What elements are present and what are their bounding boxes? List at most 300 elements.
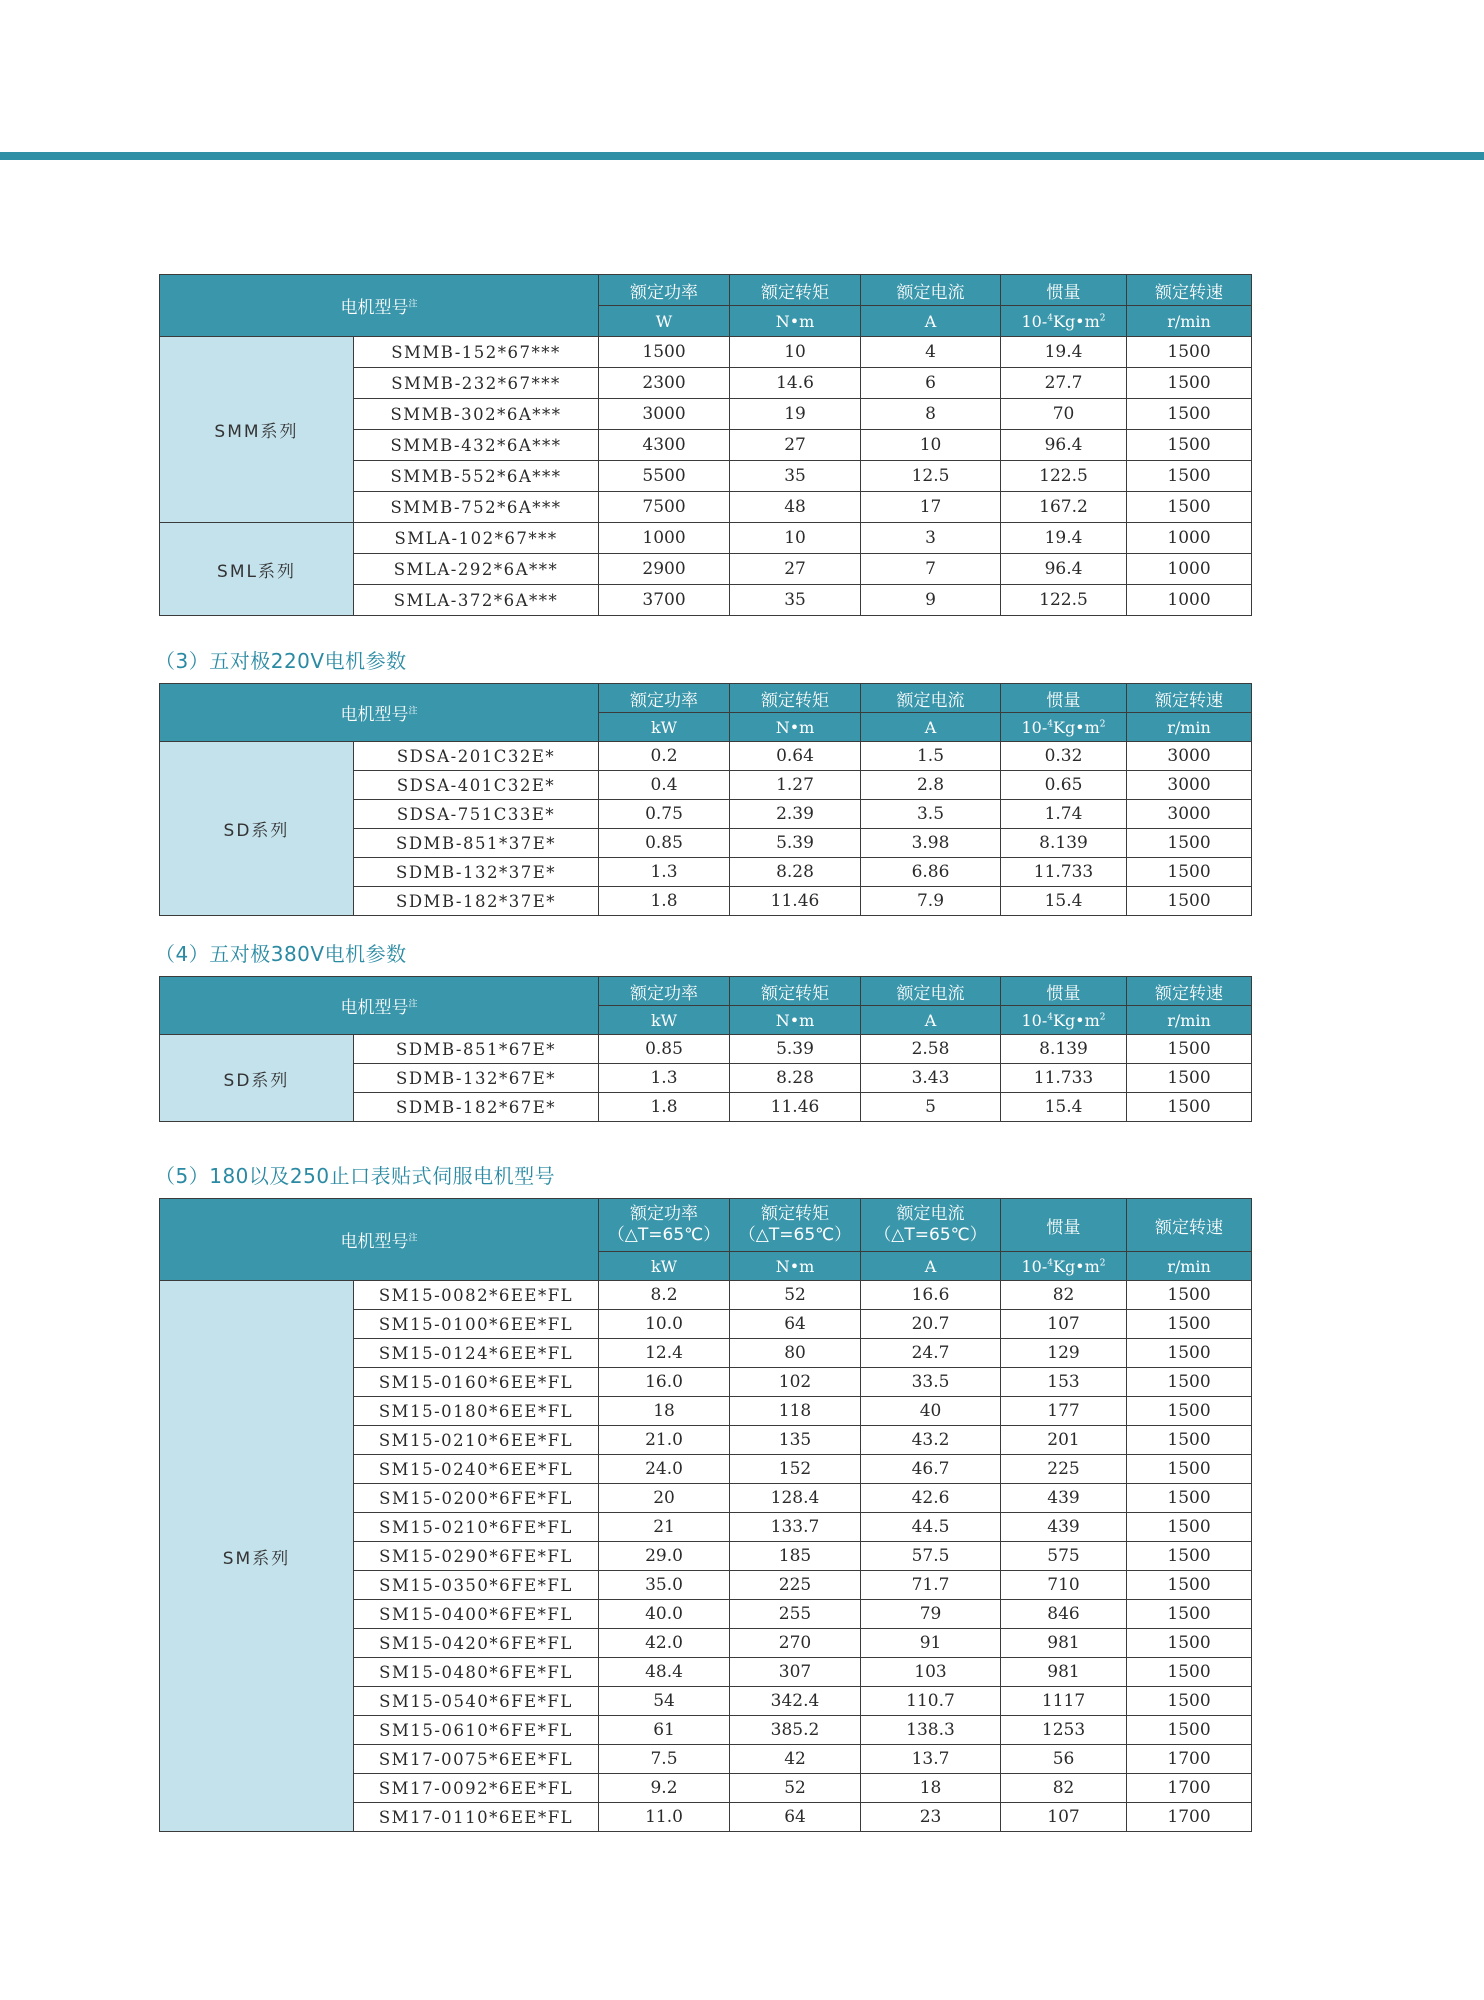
header-row — [160, 1199, 1252, 1252]
value-cell: 1.3 — [599, 1064, 730, 1093]
value-cell: 1500 — [1127, 1035, 1252, 1064]
table-row — [160, 1035, 1252, 1064]
section-title-4: （4）五对极380V电机参数 — [155, 942, 407, 966]
value-cell: 24.7 — [861, 1339, 1001, 1368]
value-cell: 15.4 — [1001, 887, 1127, 916]
value-cell: 1.8 — [599, 1093, 730, 1122]
column-header-2: 额定电流 （△T=65℃） — [861, 1199, 1001, 1252]
header-condition: （△T=65℃） — [738, 1225, 852, 1245]
value-cell: 1.27 — [730, 771, 861, 800]
column-header-4: 额定转速 — [1127, 684, 1252, 713]
value-cell: 1500 — [1127, 1484, 1252, 1513]
value-cell: 1000 — [599, 523, 730, 554]
value-cell: 64 — [730, 1310, 861, 1339]
value-cell: 1500 — [1127, 399, 1252, 430]
value-cell: 52 — [730, 1774, 861, 1803]
model-cell: SDMB-851*37E* — [354, 829, 599, 858]
model-cell: SMMB-152*67*** — [354, 337, 599, 368]
value-cell: 0.85 — [599, 1035, 730, 1064]
superscript: 4 — [1047, 313, 1053, 324]
value-cell: 11.0 — [599, 1803, 730, 1832]
unit-header-4: r/min — [1127, 1006, 1252, 1035]
value-cell: 35.0 — [599, 1571, 730, 1600]
value-cell: 7.5 — [599, 1745, 730, 1774]
superscript: 2 — [1099, 719, 1106, 730]
value-cell: 4 — [861, 337, 1001, 368]
value-cell: 1500 — [1127, 1658, 1252, 1687]
value-cell: 44.5 — [861, 1513, 1001, 1542]
value-cell: 0.65 — [1001, 771, 1127, 800]
value-cell: 2.8 — [861, 771, 1001, 800]
value-cell: 80 — [730, 1339, 861, 1368]
value-cell: 40 — [861, 1397, 1001, 1426]
value-cell: 107 — [1001, 1310, 1127, 1339]
column-header-0: 额定功率 — [599, 275, 730, 306]
value-cell: 1500 — [1127, 1513, 1252, 1542]
table-row — [160, 1281, 1252, 1310]
column-header-1: 额定转矩 — [730, 684, 861, 713]
model-cell: SM15-0540*6FE*FL — [354, 1687, 599, 1716]
model-cell: SMLA-372*6A*** — [354, 585, 599, 616]
value-cell: 19.4 — [1001, 523, 1127, 554]
value-cell: 0.4 — [599, 771, 730, 800]
model-cell: SM15-0210*6FE*FL — [354, 1513, 599, 1542]
value-cell: 11.46 — [730, 1093, 861, 1122]
unit-header-1: N•m — [730, 306, 861, 337]
value-cell: 57.5 — [861, 1542, 1001, 1571]
value-cell: 1500 — [1127, 1310, 1252, 1339]
model-cell: SM15-0350*6FE*FL — [354, 1571, 599, 1600]
model-cell: SMMB-552*6A*** — [354, 461, 599, 492]
value-cell: 56 — [1001, 1745, 1127, 1774]
value-cell: 10 — [730, 337, 861, 368]
value-cell: 12.4 — [599, 1339, 730, 1368]
value-cell: 167.2 — [1001, 492, 1127, 523]
value-cell: 307 — [730, 1658, 861, 1687]
header-condition: （△T=65℃） — [607, 1225, 721, 1245]
value-cell: 3700 — [599, 585, 730, 616]
model-header: 电机型号$^注$ — [160, 977, 599, 1035]
value-cell: 79 — [861, 1600, 1001, 1629]
model-cell: SDMB-182*67E* — [354, 1093, 599, 1122]
value-cell: 16.0 — [599, 1368, 730, 1397]
model-cell: SMLA-102*67*** — [354, 523, 599, 554]
value-cell: 1500 — [1127, 1716, 1252, 1745]
value-cell: 82 — [1001, 1281, 1127, 1310]
value-cell: 103 — [861, 1658, 1001, 1687]
value-cell: 255 — [730, 1600, 861, 1629]
value-cell: 12.5 — [861, 461, 1001, 492]
model-cell: SM15-0610*6FE*FL — [354, 1716, 599, 1745]
model-cell: SDMB-851*67E* — [354, 1035, 599, 1064]
value-cell: 3.43 — [861, 1064, 1001, 1093]
value-cell: 1500 — [1127, 492, 1252, 523]
value-cell: 0.75 — [599, 800, 730, 829]
value-cell: 1700 — [1127, 1803, 1252, 1832]
table-row — [160, 523, 1252, 554]
value-cell: 6 — [861, 368, 1001, 399]
model-header: 电机型号$^注$ — [160, 684, 599, 742]
value-cell: 61 — [599, 1716, 730, 1745]
value-cell: 1500 — [1127, 1064, 1252, 1093]
column-header-4: 额定转速 — [1127, 1199, 1252, 1252]
value-cell: 152 — [730, 1455, 861, 1484]
value-cell: 16.6 — [861, 1281, 1001, 1310]
value-cell: 8.139 — [1001, 829, 1127, 858]
model-cell: SM15-0100*6EE*FL — [354, 1310, 599, 1339]
value-cell: 122.5 — [1001, 461, 1127, 492]
value-cell: 1500 — [1127, 1368, 1252, 1397]
unit-header-0: W — [599, 306, 730, 337]
value-cell: 575 — [1001, 1542, 1127, 1571]
model-cell: SM17-0110*6EE*FL — [354, 1803, 599, 1832]
value-cell: 70 — [1001, 399, 1127, 430]
model-cell: SM17-0075*6EE*FL — [354, 1745, 599, 1774]
column-header-3: 惯量 — [1001, 275, 1127, 306]
value-cell: 128.4 — [730, 1484, 861, 1513]
value-cell: 107 — [1001, 1803, 1127, 1832]
value-cell: 3000 — [1127, 742, 1252, 771]
unit-header-1: N•m — [730, 713, 861, 742]
unit-header-4: r/min — [1127, 306, 1252, 337]
value-cell: 1117 — [1001, 1687, 1127, 1716]
value-cell: 11.733 — [1001, 1064, 1127, 1093]
value-cell: 710 — [1001, 1571, 1127, 1600]
footnote-mark: 注 — [408, 999, 418, 1010]
value-cell: 11.46 — [730, 887, 861, 916]
value-cell: 19.4 — [1001, 337, 1127, 368]
column-header-2: 额定电流 — [861, 275, 1001, 306]
value-cell: 11.733 — [1001, 858, 1127, 887]
value-cell: 1.3 — [599, 858, 730, 887]
value-cell: 201 — [1001, 1426, 1127, 1455]
model-cell: SM15-0124*6EE*FL — [354, 1339, 599, 1368]
value-cell: 102 — [730, 1368, 861, 1397]
column-header-4: 额定转速 — [1127, 275, 1252, 306]
footnote-mark: 注 — [408, 299, 418, 310]
value-cell: 135 — [730, 1426, 861, 1455]
value-cell: 1500 — [1127, 1281, 1252, 1310]
value-cell: 33.5 — [861, 1368, 1001, 1397]
footnote-mark: 注 — [408, 1233, 418, 1244]
series-label: SD系列 — [160, 1035, 354, 1122]
value-cell: 13.7 — [861, 1745, 1001, 1774]
value-cell: 1.74 — [1001, 800, 1127, 829]
unit-header-3: $10-^4Kg•m^2$ — [1001, 713, 1127, 742]
value-cell: 20.7 — [861, 1310, 1001, 1339]
value-cell: 1500 — [1127, 887, 1252, 916]
value-cell: 2.39 — [730, 800, 861, 829]
model-cell: SDMB-182*37E* — [354, 887, 599, 916]
value-cell: 7 — [861, 554, 1001, 585]
value-cell: 24.0 — [599, 1455, 730, 1484]
motor-spec-table-1 — [159, 274, 1252, 616]
model-cell: SDMB-132*37E* — [354, 858, 599, 887]
value-cell: 5 — [861, 1093, 1001, 1122]
header-row — [160, 684, 1252, 713]
model-cell: SDSA-751C33E* — [354, 800, 599, 829]
column-header-1: 额定转矩 （△T=65℃） — [730, 1199, 861, 1252]
value-cell: 48.4 — [599, 1658, 730, 1687]
value-cell: 1500 — [1127, 461, 1252, 492]
value-cell: 1500 — [1127, 1426, 1252, 1455]
value-cell: 8.28 — [730, 1064, 861, 1093]
unit-header-4: r/min — [1127, 713, 1252, 742]
model-cell: SM15-0480*6FE*FL — [354, 1658, 599, 1687]
series-label: SM系列 — [160, 1281, 354, 1832]
value-cell: 177 — [1001, 1397, 1127, 1426]
superscript: 4 — [1047, 1258, 1053, 1269]
value-cell: 129 — [1001, 1339, 1127, 1368]
value-cell: 2.58 — [861, 1035, 1001, 1064]
value-cell: 1500 — [1127, 829, 1252, 858]
value-cell: 439 — [1001, 1513, 1127, 1542]
value-cell: 21.0 — [599, 1426, 730, 1455]
top-accent-bar — [0, 152, 1484, 160]
value-cell: 5500 — [599, 461, 730, 492]
value-cell: 1000 — [1127, 523, 1252, 554]
value-cell: 54 — [599, 1687, 730, 1716]
value-cell: 20 — [599, 1484, 730, 1513]
value-cell: 71.7 — [861, 1571, 1001, 1600]
value-cell: 2300 — [599, 368, 730, 399]
value-cell: 17 — [861, 492, 1001, 523]
value-cell: 110.7 — [861, 1687, 1001, 1716]
unit-header-2: A — [861, 713, 1001, 742]
value-cell: 42 — [730, 1745, 861, 1774]
section-title-5: （5）180以及250止口表贴式伺服电机型号 — [155, 1164, 556, 1188]
value-cell: 1500 — [599, 337, 730, 368]
model-cell: SM15-0420*6FE*FL — [354, 1629, 599, 1658]
value-cell: 122.5 — [1001, 585, 1127, 616]
value-cell: 27.7 — [1001, 368, 1127, 399]
value-cell: 1.8 — [599, 887, 730, 916]
column-header-3: 惯量 — [1001, 684, 1127, 713]
value-cell: 1500 — [1127, 1397, 1252, 1426]
value-cell: 1500 — [1127, 1339, 1252, 1368]
value-cell: 48 — [730, 492, 861, 523]
motor-spec-table-3 — [159, 976, 1252, 1122]
series-label: SMM系列 — [160, 337, 354, 523]
value-cell: 7500 — [599, 492, 730, 523]
unit-header-4: r/min — [1127, 1252, 1252, 1281]
value-cell: 9 — [861, 585, 1001, 616]
header-condition: （△T=65℃） — [874, 1225, 987, 1245]
value-cell: 40.0 — [599, 1600, 730, 1629]
value-cell: 15.4 — [1001, 1093, 1127, 1122]
value-cell: 91 — [861, 1629, 1001, 1658]
value-cell: 9.2 — [599, 1774, 730, 1803]
value-cell: 225 — [1001, 1455, 1127, 1484]
value-cell: 1500 — [1127, 1455, 1252, 1484]
motor-spec-table-2 — [159, 683, 1252, 916]
value-cell: 1500 — [1127, 1600, 1252, 1629]
value-cell: 1000 — [1127, 585, 1252, 616]
model-cell: SDSA-201C32E* — [354, 742, 599, 771]
value-cell: 981 — [1001, 1658, 1127, 1687]
model-cell: SM17-0092*6EE*FL — [354, 1774, 599, 1803]
column-header-0: 额定功率 — [599, 684, 730, 713]
value-cell: 8 — [861, 399, 1001, 430]
value-cell: 64 — [730, 1803, 861, 1832]
value-cell: 43.2 — [861, 1426, 1001, 1455]
value-cell: 385.2 — [730, 1716, 861, 1745]
value-cell: 6.86 — [861, 858, 1001, 887]
value-cell: 1500 — [1127, 1629, 1252, 1658]
model-cell: SM15-0180*6EE*FL — [354, 1397, 599, 1426]
value-cell: 18 — [599, 1397, 730, 1426]
model-cell: SM15-0160*6EE*FL — [354, 1368, 599, 1397]
unit-header-2: A — [861, 306, 1001, 337]
column-header-1: 额定转矩 — [730, 275, 861, 306]
unit-header-0: kW — [599, 1252, 730, 1281]
value-cell: 1000 — [1127, 554, 1252, 585]
value-cell: 185 — [730, 1542, 861, 1571]
value-cell: 82 — [1001, 1774, 1127, 1803]
value-cell: 23 — [861, 1803, 1001, 1832]
value-cell: 1500 — [1127, 1093, 1252, 1122]
unit-header-0: kW — [599, 1006, 730, 1035]
model-cell: SM15-0200*6FE*FL — [354, 1484, 599, 1513]
column-header-1: 额定转矩 — [730, 977, 861, 1006]
value-cell: 1253 — [1001, 1716, 1127, 1745]
value-cell: 225 — [730, 1571, 861, 1600]
value-cell: 439 — [1001, 1484, 1127, 1513]
value-cell: 8.28 — [730, 858, 861, 887]
value-cell: 0.64 — [730, 742, 861, 771]
section-title-3: （3）五对极220V电机参数 — [155, 649, 407, 673]
value-cell: 3.5 — [861, 800, 1001, 829]
model-cell: SM15-0290*6FE*FL — [354, 1542, 599, 1571]
header-row — [160, 275, 1252, 306]
value-cell: 21 — [599, 1513, 730, 1542]
model-cell: SDSA-401C32E* — [354, 771, 599, 800]
value-cell: 846 — [1001, 1600, 1127, 1629]
table-row — [160, 337, 1252, 368]
table-row — [160, 742, 1252, 771]
unit-header-3: $10-^4Kg•m^2$ — [1001, 1006, 1127, 1035]
unit-header-2: A — [861, 1252, 1001, 1281]
value-cell: 133.7 — [730, 1513, 861, 1542]
header-row — [160, 977, 1252, 1006]
column-header-2: 额定电流 — [861, 977, 1001, 1006]
value-cell: 981 — [1001, 1629, 1127, 1658]
value-cell: 1.5 — [861, 742, 1001, 771]
value-cell: 7.9 — [861, 887, 1001, 916]
value-cell: 18 — [861, 1774, 1001, 1803]
value-cell: 96.4 — [1001, 430, 1127, 461]
model-header: 电机型号$^注$ — [160, 275, 599, 337]
series-label: SML系列 — [160, 523, 354, 616]
value-cell: 1500 — [1127, 858, 1252, 887]
value-cell: 1500 — [1127, 1571, 1252, 1600]
superscript: 2 — [1099, 313, 1106, 324]
value-cell: 10 — [730, 523, 861, 554]
value-cell: 138.3 — [861, 1716, 1001, 1745]
column-header-3: 惯量 — [1001, 1199, 1127, 1252]
superscript: 4 — [1047, 719, 1053, 730]
value-cell: 10 — [861, 430, 1001, 461]
unit-header-1: N•m — [730, 1006, 861, 1035]
model-cell: SM15-0400*6FE*FL — [354, 1600, 599, 1629]
superscript: 2 — [1099, 1012, 1106, 1023]
value-cell: 8.2 — [599, 1281, 730, 1310]
model-cell: SDMB-132*67E* — [354, 1064, 599, 1093]
value-cell: 2900 — [599, 554, 730, 585]
value-cell: 3000 — [599, 399, 730, 430]
value-cell: 46.7 — [861, 1455, 1001, 1484]
value-cell: 3000 — [1127, 771, 1252, 800]
value-cell: 42.0 — [599, 1629, 730, 1658]
value-cell: 0.32 — [1001, 742, 1127, 771]
model-cell: SM15-0240*6EE*FL — [354, 1455, 599, 1484]
value-cell: 96.4 — [1001, 554, 1127, 585]
value-cell: 14.6 — [730, 368, 861, 399]
value-cell: 4300 — [599, 430, 730, 461]
value-cell: 5.39 — [730, 829, 861, 858]
value-cell: 52 — [730, 1281, 861, 1310]
column-header-0: 额定功率 — [599, 977, 730, 1006]
value-cell: 0.85 — [599, 829, 730, 858]
column-header-3: 惯量 — [1001, 977, 1127, 1006]
model-cell: SM15-0082*6EE*FL — [354, 1281, 599, 1310]
model-cell: SMMB-752*6A*** — [354, 492, 599, 523]
value-cell: 1700 — [1127, 1774, 1252, 1803]
unit-header-2: A — [861, 1006, 1001, 1035]
column-header-2: 额定电流 — [861, 684, 1001, 713]
value-cell: 1500 — [1127, 1687, 1252, 1716]
unit-header-1: N•m — [730, 1252, 861, 1281]
footnote-mark: 注 — [408, 706, 418, 717]
model-cell: SMMB-302*6A*** — [354, 399, 599, 430]
value-cell: 27 — [730, 554, 861, 585]
value-cell: 153 — [1001, 1368, 1127, 1397]
value-cell: 19 — [730, 399, 861, 430]
value-cell: 1500 — [1127, 430, 1252, 461]
value-cell: 1500 — [1127, 1542, 1252, 1571]
value-cell: 3 — [861, 523, 1001, 554]
superscript: 2 — [1099, 1258, 1106, 1269]
value-cell: 3000 — [1127, 800, 1252, 829]
value-cell: 118 — [730, 1397, 861, 1426]
column-header-0: 额定功率 （△T=65℃） — [599, 1199, 730, 1252]
value-cell: 3.98 — [861, 829, 1001, 858]
series-label: SD系列 — [160, 742, 354, 916]
value-cell: 270 — [730, 1629, 861, 1658]
value-cell: 8.139 — [1001, 1035, 1127, 1064]
value-cell: 42.6 — [861, 1484, 1001, 1513]
model-cell: SMMB-432*6A*** — [354, 430, 599, 461]
motor-spec-table-4 — [159, 1198, 1252, 1832]
model-cell: SM15-0210*6EE*FL — [354, 1426, 599, 1455]
value-cell: 35 — [730, 461, 861, 492]
value-cell: 342.4 — [730, 1687, 861, 1716]
model-cell: SMMB-232*67*** — [354, 368, 599, 399]
unit-header-3: $10-^4Kg•m^2$ — [1001, 306, 1127, 337]
model-header: 电机型号$^注$ — [160, 1199, 599, 1281]
model-cell: SMLA-292*6A*** — [354, 554, 599, 585]
unit-header-0: kW — [599, 713, 730, 742]
value-cell: 1500 — [1127, 368, 1252, 399]
value-cell: 0.2 — [599, 742, 730, 771]
column-header-4: 额定转速 — [1127, 977, 1252, 1006]
value-cell: 1500 — [1127, 337, 1252, 368]
value-cell: 35 — [730, 585, 861, 616]
value-cell: 5.39 — [730, 1035, 861, 1064]
value-cell: 1700 — [1127, 1745, 1252, 1774]
value-cell: 27 — [730, 430, 861, 461]
value-cell: 29.0 — [599, 1542, 730, 1571]
